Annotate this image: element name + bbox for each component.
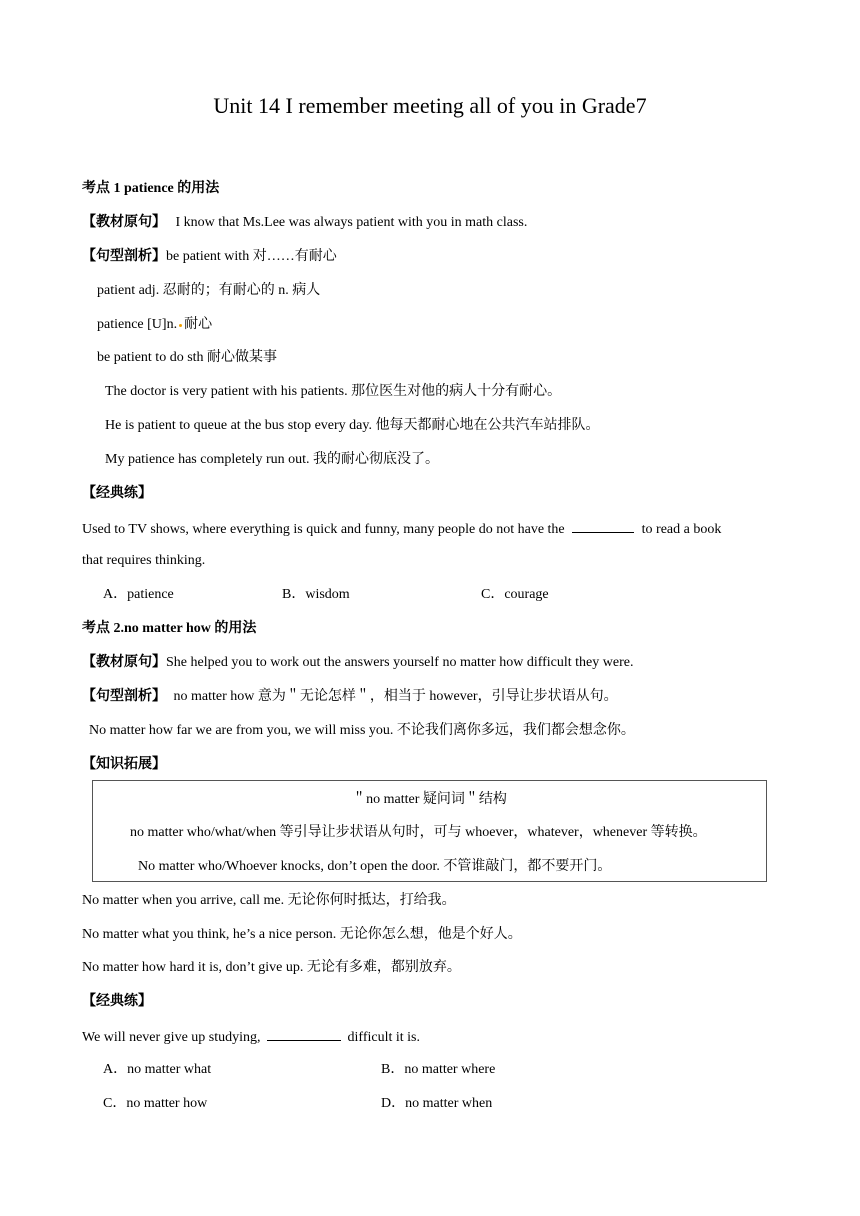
question-text: Used to TV shows, where everything is quick and funny, many people do not have the <box>82 522 565 537</box>
example-sentence: He is patient to queue at the bus stop every day. 他每天都耐心地在公共汽车站排队。 <box>105 418 600 433</box>
analysis-tag: 【句型剖析】 <box>82 689 166 704</box>
box-rule: no matter who/what/when 等引导让步状语从句时，可与 whoever，whatever，whenever 等转换。 <box>130 825 707 840</box>
example-sentence: No matter what you think, he’s a nice person. 无论你怎么想，他是个好人。 <box>82 927 522 942</box>
question-text: difficult it is. <box>347 1030 420 1045</box>
example-sentence: No matter how hard it is, don’t give up. 无论有多难，都别放弃。 <box>82 960 461 975</box>
option-d[interactable]: D．no matter when <box>381 1096 493 1111</box>
question-text: to read a book <box>641 522 722 537</box>
box-title: ＂no matter 疑问词＂结构 <box>352 792 507 807</box>
patience-meaning: 耐心 <box>184 317 213 332</box>
answer-blank[interactable] <box>572 519 634 533</box>
patience-definition <box>97 316 212 334</box>
section1-heading: 考点 1 patience 的用法 <box>82 181 220 196</box>
document-title: Unit 14 I remember meeting all of you in Grade7 <box>213 93 647 118</box>
answer-blank[interactable] <box>267 1027 341 1041</box>
example-sentence: The doctor is very patient with his patients. 那位医生对他的病人十分有耐心。 <box>105 384 562 399</box>
question-line <box>82 519 721 539</box>
expand-tag: 【知识拓展】 <box>82 757 166 772</box>
question-line <box>82 1027 420 1047</box>
analysis-text: no matter how 意为＂无论怎样＂，相当于 however，引导让步状语从句。 <box>173 689 618 704</box>
textbook-sentence: I know that Ms.Lee was always patient with you in math class. <box>175 215 528 230</box>
analysis-tag: 【句型剖析】 <box>82 249 166 264</box>
section2-analysis-line <box>82 688 618 706</box>
example-sentence: No matter when you arrive, call me. 无论你何时抵达，打给我。 <box>82 893 456 908</box>
option-b[interactable]: B．wisdom <box>282 587 350 602</box>
patient-definition: patient adj. 忍耐的；有耐心的 n. 病人 <box>97 283 321 298</box>
example-sentence: No matter how far we are from you, we will miss you. 不论我们离你多远，我们都会想念你。 <box>89 723 635 738</box>
example-sentence: My patience has completely run out. 我的耐心彻底没了。 <box>105 452 439 467</box>
textbook-tag: 【教材原句】 <box>82 215 166 230</box>
box-example: No matter who/Whoever knocks, don’t open the door. 不管谁敲门，都不要开门。 <box>138 859 612 874</box>
option-a[interactable]: A．no matter what <box>103 1062 212 1077</box>
analysis-text: be patient with 对……有耐心 <box>166 249 337 264</box>
option-a[interactable]: A．patience <box>103 587 174 602</box>
option-c[interactable]: C．courage <box>481 587 549 602</box>
question-line: that requires thinking. <box>82 553 206 568</box>
question-text: We will never give up studying, <box>82 1030 261 1045</box>
option-c[interactable]: C．no matter how <box>103 1096 208 1111</box>
textbook-tag: 【教材原句】 <box>82 655 166 670</box>
section1-analysis-line <box>82 248 337 266</box>
practice-tag: 【经典练】 <box>82 994 152 1009</box>
patient-to-do-line: be patient to do sth 耐心做某事 <box>97 350 278 365</box>
knowledge-box <box>92 780 767 882</box>
section2-heading: 考点 2.no matter how 的用法 <box>82 621 257 636</box>
practice-tag: 【经典练】 <box>82 486 152 501</box>
textbook-sentence: She helped you to work out the answers yourself no matter how difficult they were. <box>166 655 634 670</box>
patience-term: patience [U]n. <box>97 317 178 332</box>
option-b[interactable]: B．no matter where <box>381 1062 496 1077</box>
marker-dot-icon <box>179 324 182 327</box>
section2-textbook-line <box>82 654 633 672</box>
section1-textbook-line <box>82 214 527 232</box>
